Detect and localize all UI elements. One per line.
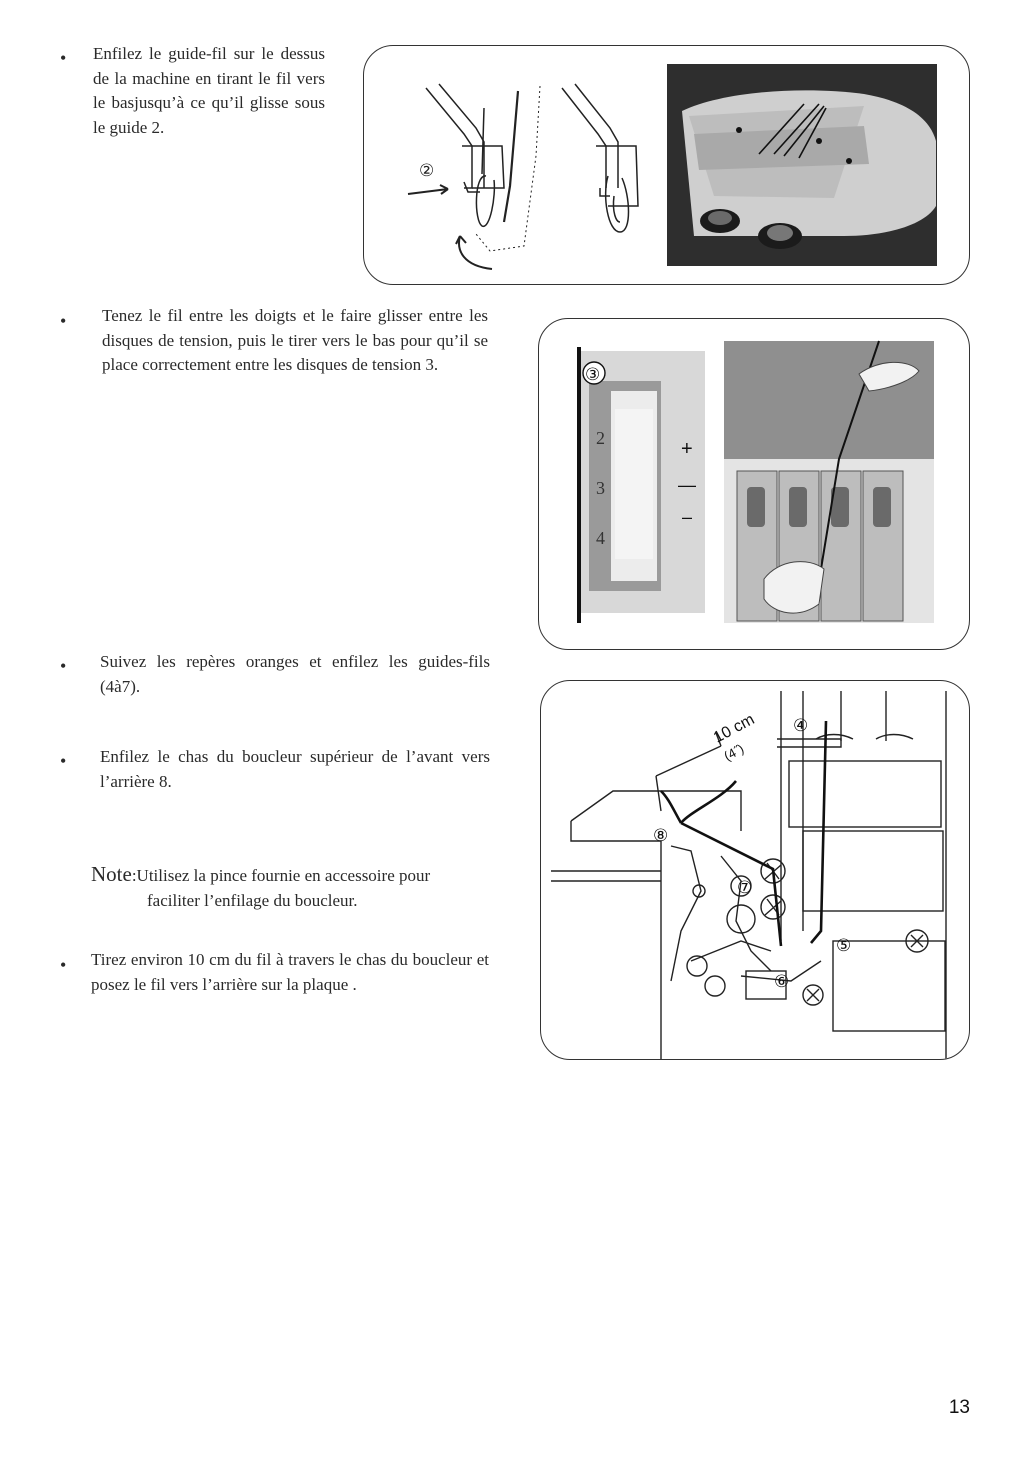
page-number: 13: [948, 1397, 970, 1418]
length-imperial: (4˝): [721, 740, 747, 764]
instruction-upper-looper: Enfilez le chas du boucleur supérieur de l’avant vers l’arrière 8.: [100, 747, 490, 791]
length-metric: 10 cm: [710, 711, 758, 747]
bullet: •: [60, 48, 67, 68]
instruction-orange-marks: Suivez les repères oranges et enfilez les guides-fils (4à7).: [100, 652, 490, 696]
looper-threading-drawing: [541, 681, 969, 1059]
bullet: •: [60, 751, 67, 771]
dial-number: 4: [596, 528, 605, 548]
bullet: •: [60, 656, 67, 676]
figure-tension-discs: [538, 318, 970, 650]
figure-thread-guide: [363, 45, 970, 285]
bullet: •: [60, 955, 67, 975]
minus-sign: –: [682, 507, 693, 527]
marker-4: ④: [793, 716, 809, 736]
note-label: Note: [91, 862, 132, 886]
instruction-thread-guide: Enfilez le guide-fil sur le dessus de la machine en tirant le fil vers le basjusqu’à ce qu’il glisse sous le guide 2.: [93, 44, 325, 137]
instruction-pull-thread: Tirez environ 10 cm du fil à travers le chas du boucleur et posez le fil vers l’arrière sur la plaque .: [91, 950, 489, 994]
plus-sign: +: [681, 438, 693, 460]
marker-8: ⑧: [653, 826, 669, 846]
marker-3: ③: [585, 365, 601, 385]
note-line-1: :Utilisez la pince fournie en accessoire pour: [131, 866, 431, 885]
note-line-2: faciliter l’enfilage du boucleur.: [147, 891, 358, 910]
bullet: •: [60, 311, 67, 331]
marker-2: ②: [419, 161, 435, 181]
tension-discs-drawing: [539, 319, 969, 649]
dial-number: 3: [596, 478, 605, 498]
marker-6: ⑥: [774, 972, 790, 992]
note: [91, 862, 491, 889]
minus-sign: —: [678, 475, 696, 495]
dial-number: 2: [596, 428, 605, 448]
marker-7: ⑦: [737, 878, 753, 898]
thread-guide-drawing: [364, 46, 969, 284]
figure-looper-threading: [540, 680, 970, 1060]
instruction-tension-discs: Tenez le fil entre les doigts et le faire glisser entre les disques de tension, puis le tirer vers le bas pour qu’il se place correctement entre les disques de tension 3.: [102, 306, 488, 374]
marker-5: ⑤: [836, 936, 852, 956]
